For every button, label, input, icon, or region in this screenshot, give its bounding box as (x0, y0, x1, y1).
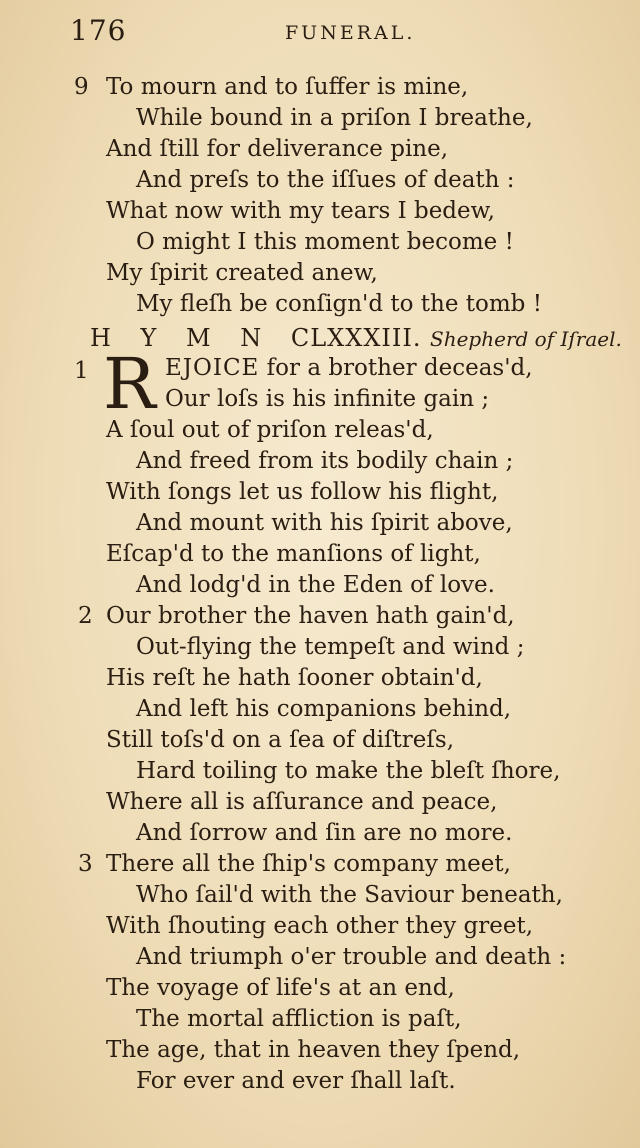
stanza-3-line-4: And triumph o'er trouble and death : (136, 944, 567, 970)
stanza-1-line-6: And mount with his ſpirit above, (136, 510, 513, 536)
stanza-3-number: 3 (78, 851, 93, 877)
stanza-3-line-5: The voyage of life's at an end, (106, 975, 455, 1001)
stanza-9-number: 9 (74, 74, 89, 100)
stanza-9-line-2: While bound in a priſon I breathe, (136, 105, 533, 131)
stanza-1-line-1: EJOICE for a brother deceas'd, (165, 355, 533, 381)
stanza-1-line-8: And lodg'd in the Eden of love. (136, 572, 495, 598)
stanza-9-line-5: What now with my tears I bedew, (106, 198, 495, 224)
stanza-2-line-3: His reſt he hath ſooner obtain'd, (106, 665, 483, 691)
stanza-3-line-2: Who ſail'd with the Saviour beneath, (136, 882, 563, 908)
hymn-tune: Shepherd of Iſrael. (430, 327, 622, 351)
stanza-3-line-8: For ever and ever ſhall laſt. (136, 1068, 456, 1094)
stanza-9-line-7: My ſpirit created anew, (106, 260, 378, 286)
stanza-3-line-3: With ſhouting each other they greet, (106, 913, 534, 939)
stanza-1-line-3: A ſoul out of priſon releas'd, (106, 417, 434, 443)
stanza-2-line-1: Our brother the haven hath gain'd, (106, 603, 515, 629)
stanza-1-line-2: Our loſs is his infinite gain ; (165, 386, 490, 412)
page-number: 176 (70, 14, 127, 47)
drop-cap: R (103, 343, 156, 425)
stanza-9-line-3: And ſtill for deliverance pine, (106, 136, 449, 162)
stanza-9-line-1: To mourn and to ſuffer is mine, (106, 74, 469, 100)
hymn-number: CLXXXIII. (290, 324, 422, 352)
stanza-1-number: 1 (74, 358, 89, 384)
stanza-9-line-4: And preſs to the iſſues of death : (136, 167, 515, 193)
stanza-9-line-8: My fleſh be conſign'd to the tomb ! (136, 291, 542, 317)
stanza-2-line-7: Where all is aſſurance and peace, (106, 789, 498, 815)
stanza-2-line-5: Still toſs'd on a ſea of diſtreſs, (106, 727, 455, 753)
stanza-2-line-8: And ſorrow and ſin are no more. (136, 820, 513, 846)
stanza-2-number: 2 (78, 603, 93, 629)
page-header (0, 14, 640, 54)
stanza-2-line-6: Hard toiling to make the bleſt ſhore, (136, 758, 561, 784)
stanza-3-line-6: The mortal affliction is paſt, (136, 1006, 462, 1032)
stanza-3-line-7: The age, that in heaven they ſpend, (106, 1037, 521, 1063)
stanza-2-line-2: Out-flying the tempeſt and wind ; (136, 634, 525, 660)
stanza-1-line-7: Eſcap'd to the manſions of light, (106, 541, 481, 567)
stanza-1-line-5: With ſongs let us follow his flight, (106, 479, 499, 505)
stanza-3-line-1: There all the ſhip's company meet, (106, 851, 511, 877)
stanza-1-line-4: And freed from its bodily chain ; (136, 448, 514, 474)
stanza-9-line-6: O might I this moment become ! (136, 229, 514, 255)
hymn-label: H Y M N (90, 324, 273, 352)
running-head: FUNERAL. (285, 22, 416, 44)
stanza-2-line-4: And left his companions behind, (136, 696, 512, 722)
